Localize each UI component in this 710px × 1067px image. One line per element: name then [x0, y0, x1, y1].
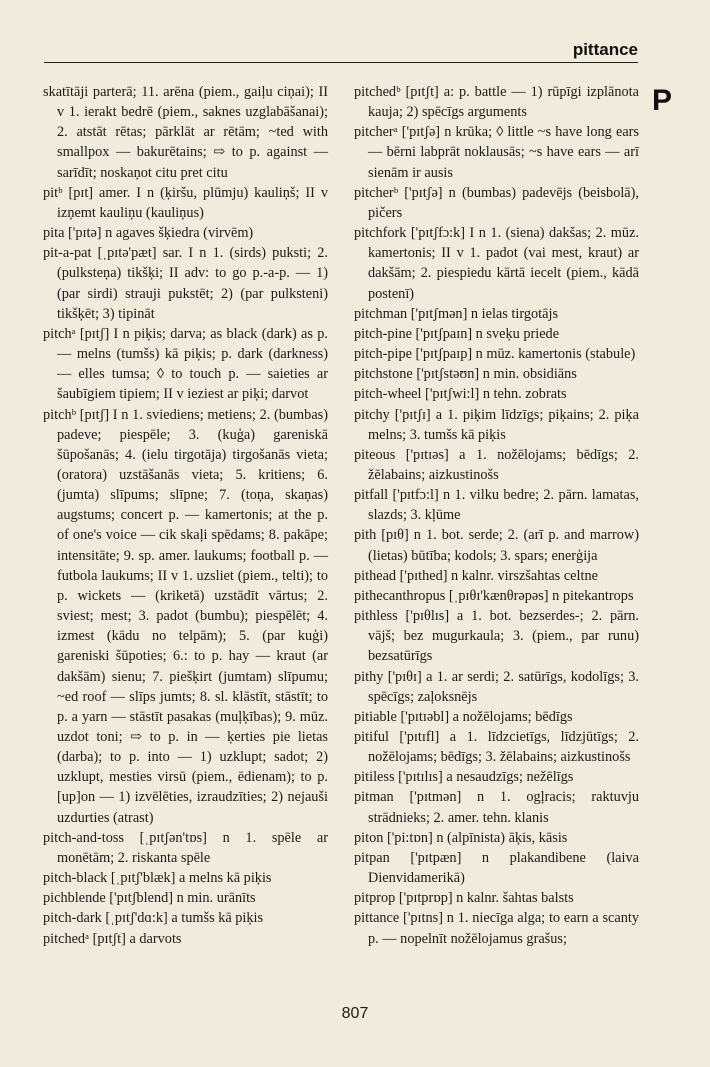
running-head: pittance — [572, 40, 638, 59]
dictionary-entry: pitchman ['pɪtʃmən] n ielas tirgotājs — [354, 305, 559, 322]
dictionary-entry: pitch-and-toss [ˌpɪtʃən'tɒs] n 1. spēle ar monētām; 2. riskanta spēle — [43, 829, 328, 866]
dictionary-entry: pitiful ['pɪtɪfl] a 1. līdzcietīgs, līdzjūtīgs; 2. nožēlojams; bēdīgs; 3. žēlabains; aizkustinošs — [354, 729, 639, 766]
right-column — [354, 82, 639, 949]
dictionary-entry: pitman ['pɪtmən] n 1. ogļracis; raktuvju strādnieks; 2. amer. tehn. klanis — [354, 789, 639, 826]
dictionary-entry: skatītāji parterā; 11. arēna (piem., gaiļu ciņai); II v 1. ierakt bedrē (piem., saknes uzglabāšanai); 2. atstāt rētas; pārklāt ar rētām; ~ted with smallpox — bakurētains; ⇨ to p. against — sarīdīt; noskaņot citu pret citu — [43, 84, 328, 181]
dictionary-entry: pitfall ['pɪtfɔ:l] n 1. vilku bedre; 2. pārn. lamatas, slazds; 3. kļūme — [354, 487, 639, 524]
page-number: 807 — [341, 1005, 369, 1022]
dictionary-entry: pitch-dark [ˌpɪtʃ'dɑ:k] a tumšs kā piķis — [43, 910, 264, 927]
dictionary-entry: pitch-pine ['pɪtʃpaɪn] n sveķu priede — [354, 325, 560, 342]
dictionary-entry: pitch-black [ˌpɪtʃ'blæk] a melns kā piķis — [43, 870, 272, 887]
dictionary-entry: pitcherᵃ ['pɪtʃə] n krūka; ◊ little ~s have long ears — bērni labprāt noklausās; ~s have ears — arī sienām ir ausis — [354, 124, 639, 181]
dictionary-entry: pichblende ['pɪtʃblend] n min. urānīts — [43, 890, 256, 907]
dictionary-entry: piton ['pi:tɒn] n (alpīnista) āķis, kāsis — [354, 829, 568, 846]
dictionary-entry: pitchfork ['pɪtʃfɔ:k] I n 1. (siena) dakšas; 2. mūz. kamertonis; II v 1. padot (vai mest, kraut) ar dakšām; 2. piespiedu kārtā iecelt (piem., kādā postenī) — [354, 225, 639, 302]
dictionary-entry: pitchedᵇ [pɪtʃt] a: p. battle — 1) rūpīgi izplānota kauja; 2) spēcīgs arguments — [354, 84, 639, 121]
dictionary-entry: pitchedᵃ [pɪtʃt] a darvots — [43, 930, 182, 947]
dictionary-entry: pitchy ['pɪtʃɪ] a 1. piķim līdzīgs; piķains; 2. piķa melns; 3. tumšs kā piķis — [354, 406, 639, 443]
left-column — [43, 82, 328, 949]
dictionary-entry: pitchᵇ [pɪtʃ] I n 1. sviediens; metiens; 2. (bumbas) padeve; piespēle; 3. (kuģa) gareniskā šūpošanās; 4. (ielu tirgotāja) tirgošanās vieta; (oratora) uzstāšanās vieta; 5. kritiens; 6. (jumta) slīpums; slīpne; 7. (toņa, skaņas) augstums; concert p. — kamertonis; at the p. of one's voice — cik skaļi spēdams; 8. pakāpe; intensitāte; 9. sp. amer. laukums; football p. — futbola laukums; II v 1. uzsliet (piem., telti); to p. wickets — (kriketā) uzstādīt vārtus; 2. sviest; mest; 3. padot (bumbu); piespēlēt; 4. izmest (kādu no telpām); 5. (par kuģi) gareniski šūpoties; 6.: to p. hay — kraut (ar dakšām) sienu; 7. piešķirt (jumtam) slīpumu; ~ed roof — slīps jumts; 8. sl. klāstīt, stāstīt; to p. a yarn — stāstīt pasakas (muļķības); 9. mūz. uzdot toni; ⇨ to p. in — ķerties pie lietas (darba); to p. into — 1) uzklupt; sadot; 2) uzklupt, mesties virsū (piem., ēdienam); to p. [up]on — 1) izvēlēties, izraudzīties; 2) nejauši uzdurties (atrast) — [43, 406, 328, 826]
dictionary-entry: pitpan ['pɪtpæn] n plakandibene (laiva Dienvidamerikā) — [354, 849, 639, 887]
dictionary-entry: pithy ['pɪθɪ] a 1. ar serdi; 2. satūrīgs, kodolīgs; 3. spēcīgs; zaļoksnējs — [354, 668, 639, 705]
dictionary-entry: pittance ['pɪtns] n 1. niecīga alga; to earn a scanty p. — nopelnīt nožēlojamus grašus; — [354, 910, 639, 947]
dictionary-entry: piteous ['pɪtɪəs] a 1. nožēlojams; bēdīgs; 2. žēlabains; aizkustinošs — [354, 446, 639, 483]
dictionary-entry: pitch-pipe ['pɪtʃpaɪp] n mūz. kamertonis (stabule) — [354, 346, 636, 363]
dictionary-entry: pitchᵃ [pɪtʃ] I n piķis; darva; as black (dark) as p. — melns (tumšs) kā piķis; p. dark (darkness) — elles tumsa; ◊ to touch p. — saieties ar šaubīgiem tipiem; II v ieziest ar piķi; darvot — [43, 325, 328, 403]
dictionary-entry: pitchstone ['pɪtʃstəʊn] n min. obsidiāns — [354, 366, 577, 383]
dictionary-entry: pithecanthropus [ˌpɪθɪ'kænθrəpəs] n pitekantrops — [354, 587, 634, 604]
dictionary-entry: pitiless ['pɪtɪlɪs] a nesaudzīgs; nežēlīgs — [354, 769, 574, 786]
dictionary-entry: pitprop ['pɪtprɒp] n kalnr. šahtas balsts — [354, 890, 574, 907]
dictionary-entry: pith [pɪθ] n 1. bot. serde; 2. (arī p. and marrow) (lietas) būtība; kodols; 3. spars; enerģija — [354, 527, 639, 564]
dictionary-entry: pitiable ['pɪtɪəbl] a nožēlojams; bēdīgs — [354, 708, 573, 725]
dictionary-entry: pitᵇ [pɪt] amer. I n (ķiršu, plūmju) kauliņš; II v izņemt kauliņu (kauliņus) — [43, 184, 328, 221]
dictionary-entry: pitcherᵇ ['pɪtʃə] n (bumbas) padevējs (beisbolā), pičers — [354, 184, 639, 221]
dictionary-entry: pitch-wheel ['pɪtʃwi:l] n tehn. zobrats — [354, 386, 567, 403]
dictionary-entry: pithead ['pɪthed] n kalnr. virszšahtas celtne — [354, 567, 598, 584]
header-rule — [44, 62, 638, 63]
dictionary-entry: pit-a-pat [ˌpɪtə'pæt] sar. I n 1. (sirds) puksti; 2. (pulksteņa) tikšķi; II adv: to go p.-a-p. — 1) (par sirdi) strauji pukstēt; 2) (par pulksteni) tikšķēt; 3) tipināt — [43, 245, 328, 322]
dictionary-entry: pita ['pɪtə] n agaves šķiedra (virvēm) — [43, 225, 254, 242]
thumb-index-letter: P — [652, 84, 673, 117]
dictionary-entry: pithless ['pɪθlɪs] a 1. bot. bezserdes-; 2. pārn. vājš; bez mugurkaula; 3. (piem., par runu) bezsatūrīgs — [354, 608, 639, 665]
